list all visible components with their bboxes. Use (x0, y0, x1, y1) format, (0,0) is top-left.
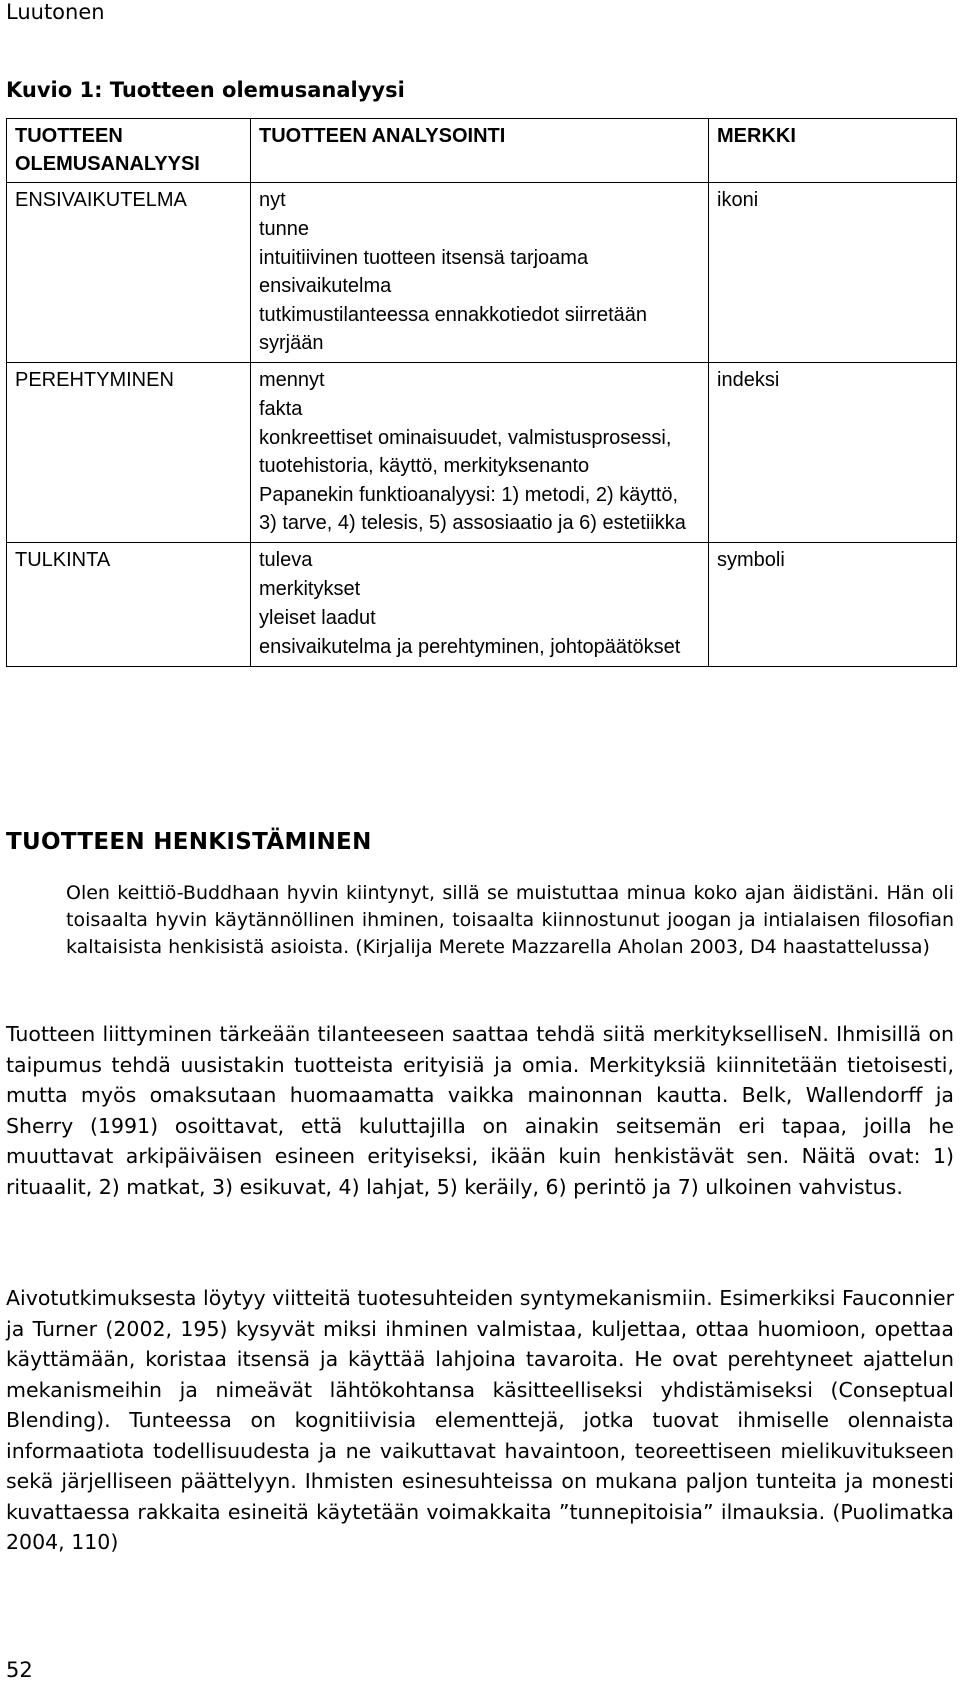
analysis-line: mennyt (259, 369, 325, 391)
header-merkki: MERKKI (709, 119, 957, 183)
phase-cell: ENSIVAIKUTELMA (7, 183, 251, 363)
phase-cell: PEREHTYMINEN (7, 363, 251, 543)
analysis-line: ensivaikutelma ja perehtyminen, johtopäätökset (259, 636, 681, 658)
analysis-cell (251, 543, 709, 667)
analysis-line: intuitiivinen tuotteen itsensä tarjoama ensivaikutelma (259, 247, 589, 297)
table-header-row (7, 119, 957, 183)
table-row (7, 183, 957, 363)
running-head: Luutonen (6, 0, 105, 24)
figure-title: Kuvio 1: Tuotteen olemusanalyysi (6, 78, 405, 102)
section-heading: TUOTTEEN HENKISTÄMINEN (6, 829, 372, 855)
page-number: 52 (6, 1658, 33, 1682)
analysis-line: tuleva (259, 549, 313, 571)
analysis-line: konkreettiset ominaisuudet, valmistusprosessi, tuotehistoria, käyttö, merkityksenanto (259, 427, 672, 477)
table-row (7, 363, 957, 543)
sign-cell: ikoni (709, 183, 957, 363)
sign-cell: indeksi (709, 363, 957, 543)
body-paragraph: Aivotutkimuksesta löytyy viitteitä tuotesuhteiden syntymekanismiin. Esimerkiksi Fauconnier ja Turner (2002, 195) kysyvät miksi ihminen valmistaa, kuljettaa, ottaa huomioon, opettaa käyttämään, koristaa itsensä ja käyttää lahjoina tavaroita. He ovat perehtyneet ajattelun mekanismeihin ja nimeävät lähtökohtansa käsitteelliseksi yhdistämiseksi (Conseptual Blending). Tunteessa on kognitiivisia elementtejä, jotka tuovat ihmiselle olennaista informaatiota todellisuudesta ja ne vaikuttavat havaintoon, teoreettiseen mielikuvitukseen sekä järjelliseen päättelyyn. Ihmisten esinesuhteissa on mukana paljon tunteita ja monesti kuvattaessa rakkaita esineitä käytetään voimakkaita ”tunnepitoisia” ilmauksia. (Puolimatka 2004, 110) (6, 1286, 954, 1554)
phase-cell: TULKINTA (7, 543, 251, 667)
table-row (7, 543, 957, 667)
analysis-cell (251, 183, 709, 363)
analysis-line: yleiset laadut (259, 607, 376, 629)
sign-cell: symboli (709, 543, 957, 667)
block-quote: Olen keittiö-Buddhaan hyvin kiintynyt, sillä se muistuttaa minua koko ajan äidistäni. Hän oli toisaalta hyvin käytännöllinen ihminen, toisaalta kiinnostunut joogan ja intialaisen filosofian kaltaisista henkisistä asioista. (Kirjalija Merete Mazzarella Aholan 2003, D4 haastattelussa) (66, 882, 954, 958)
analysis-line: Papanekin funktioanalyysi: 1) metodi, 2) käyttö, 3) tarve, 4) telesis, 5) assosiaatio ja 6) estetiikka (259, 484, 686, 534)
analysis-line: tunne (259, 218, 310, 240)
analysis-line: tutkimustilanteessa ennakkotiedot siirretään syrjään (259, 304, 647, 354)
body-paragraph: Tuotteen liittyminen tärkeään tilanteeseen saattaa tehdä siitä merkitykselliseN. Ihmisillä on taipumus tehdä uusistakin tuotteista erityisiä ja omia. Merkityksiä kiinnitetään tietoisesti, mutta myös omaksutaan huomaamatta vaikka mainonnan kautta. Belk, Wallendorff ja Sherry (1991) osoittavat, että kuluttajilla on ainakin seitsemän eri tapaa, joilla he muuttavat arkipäiväisen esineen erityiseksi, ikään kuin henkistävät sen. Näitä ovat: 1) rituaalit, 2) matkat, 3) esikuvat, 4) lahjat, 5) keräily, 6) perintö ja 7) ulkoinen vahvistus. (6, 1022, 954, 1199)
analysis-line: nyt (259, 189, 286, 211)
analysis-line: fakta (259, 398, 303, 420)
analysis-table (6, 118, 957, 667)
analysis-cell (251, 363, 709, 543)
analysis-line: merkitykset (259, 578, 361, 600)
header-analysointi: TUOTTEEN ANALYSOINTI (251, 119, 709, 183)
header-olemusanalyysi: TUOTTEEN OLEMUSANALYYSI (7, 119, 251, 183)
